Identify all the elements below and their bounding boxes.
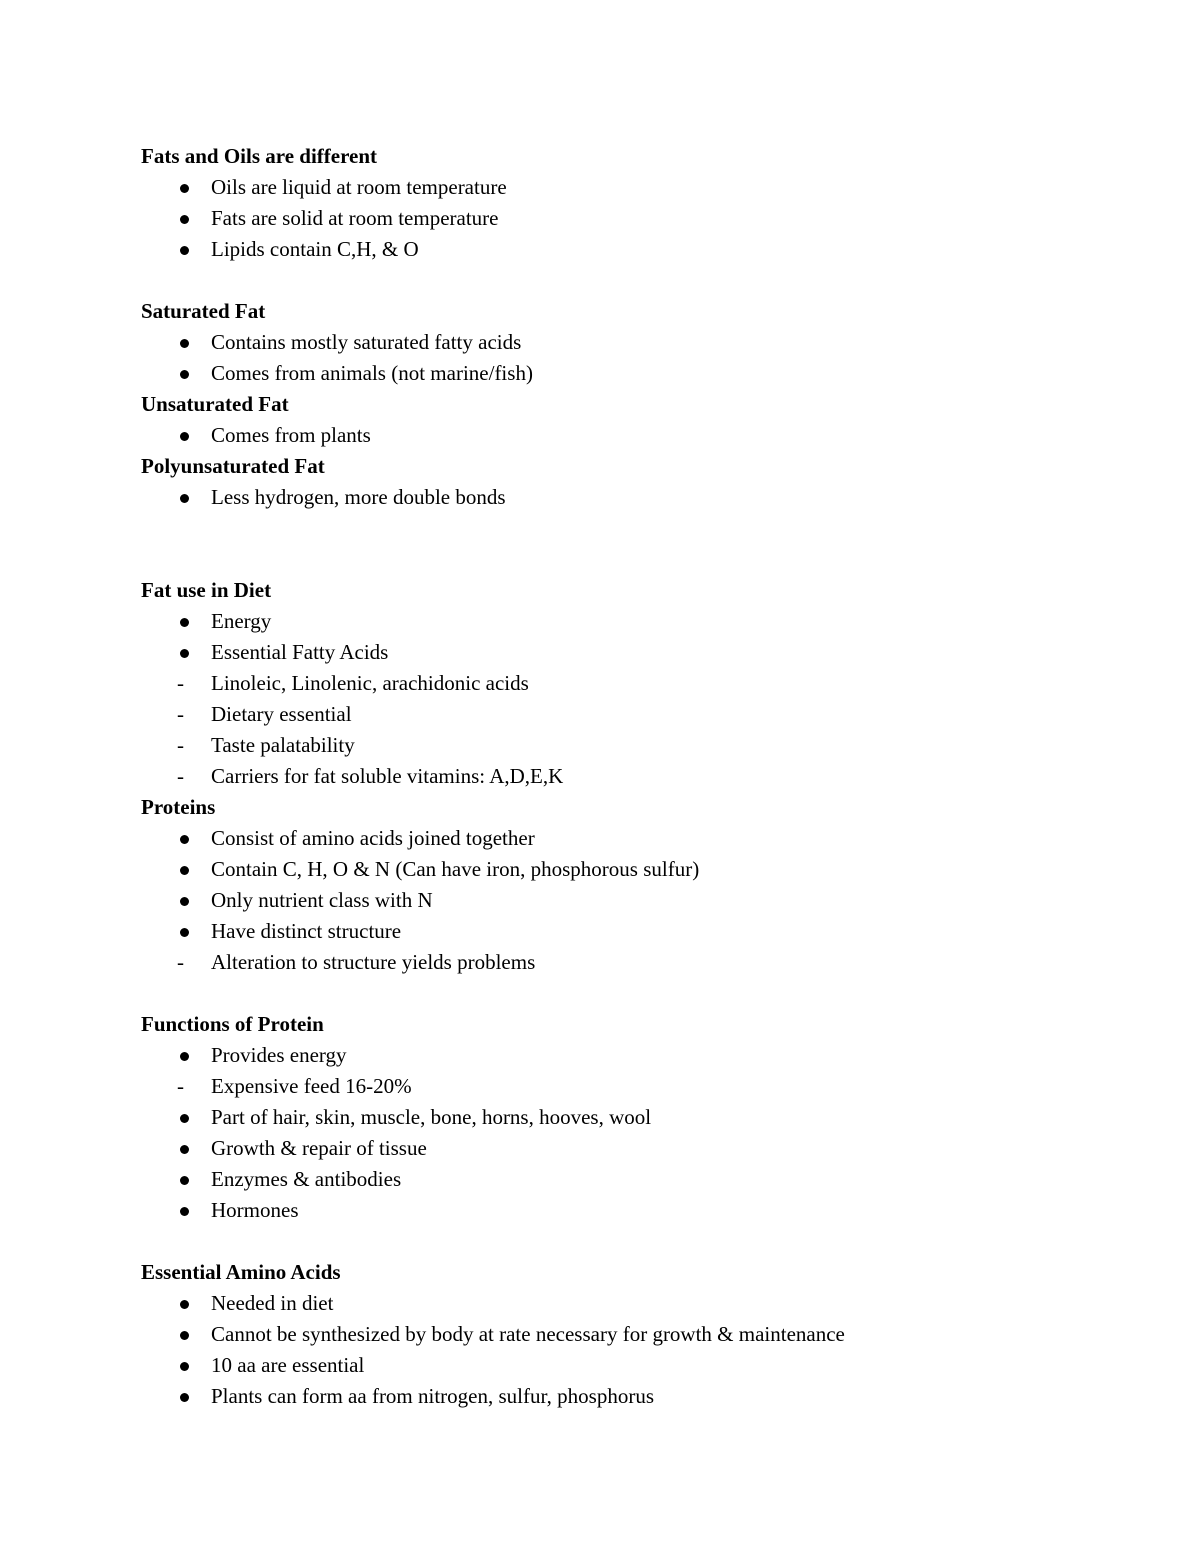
list-item: [141, 172, 1101, 203]
list-item: [141, 1319, 1101, 1350]
bullet-icon: [180, 1207, 189, 1216]
spacer: [141, 978, 1101, 1009]
list-item: [141, 1071, 1101, 1102]
dash-icon: -: [177, 950, 184, 974]
list-item: [141, 327, 1101, 358]
list-item-text: Needed in diet: [211, 1291, 334, 1315]
list-item-text: 10 aa are essential: [211, 1353, 365, 1377]
dash-icon: -: [177, 702, 184, 726]
list-item-text: Part of hair, skin, muscle, bone, horns, hooves, wool: [211, 1105, 652, 1129]
list-item-text: Expensive feed 16-20%: [211, 1074, 412, 1098]
list-item-text: Linoleic, Linolenic, arachidonic acids: [211, 671, 529, 695]
bullet-icon: [180, 370, 189, 379]
list-item: [141, 1102, 1101, 1133]
bullet-icon: [180, 835, 189, 844]
list-item-text: Lipids contain C,H, & O: [211, 237, 419, 261]
list-item-text: Contain C, H, O & N (Can have iron, phosphorous sulfur): [211, 857, 700, 881]
dash-icon: -: [177, 671, 184, 695]
list-item: [141, 1164, 1101, 1195]
list-item: [141, 420, 1101, 451]
section-heading-essential-amino-acids: Essential Amino Acids: [141, 1260, 341, 1284]
list-item: [141, 1350, 1101, 1381]
list-item-text: Only nutrient class with N: [211, 888, 433, 912]
list-item-text: Taste palatability: [211, 733, 355, 757]
dash-icon: -: [177, 733, 184, 757]
list-item: [141, 885, 1101, 916]
list-item-text: Consist of amino acids joined together: [211, 826, 535, 850]
list-item: [141, 761, 1101, 792]
list-item: [141, 1133, 1101, 1164]
list-item-text: Enzymes & antibodies: [211, 1167, 402, 1191]
dash-icon: -: [177, 764, 184, 788]
list-item: [141, 358, 1101, 389]
section-heading-fat-use-in-diet: Fat use in Diet: [141, 578, 272, 602]
list-item-text: Provides energy: [211, 1043, 347, 1067]
list-item-text: Contains mostly saturated fatty acids: [211, 330, 522, 354]
bullet-icon: [180, 215, 189, 224]
bullet-icon: [180, 1114, 189, 1123]
bullet-icon: [180, 897, 189, 906]
list-item: [141, 606, 1101, 637]
section-heading-unsaturated-fat: Unsaturated Fat: [141, 392, 289, 416]
section-heading-polyunsaturated-fat: Polyunsaturated Fat: [141, 454, 325, 478]
bullet-icon: [180, 1176, 189, 1185]
list-item: [141, 1288, 1101, 1319]
list-item-text: Hormones: [211, 1198, 299, 1222]
bullet-icon: [180, 928, 189, 937]
list-item-text: Fats are solid at room temperature: [211, 206, 499, 230]
list-item-text: Alteration to structure yields problems: [211, 950, 536, 974]
list-item: [141, 699, 1101, 730]
section-heading-functions-of-protein: Functions of Protein: [141, 1012, 324, 1036]
bullet-icon: [180, 1362, 189, 1371]
list-item: [141, 823, 1101, 854]
list-item-text: Growth & repair of tissue: [211, 1136, 427, 1160]
list-item-text: Comes from animals (not marine/fish): [211, 361, 533, 385]
list-item: [141, 482, 1101, 513]
bullet-icon: [180, 246, 189, 255]
spacer: [141, 265, 1101, 296]
bullet-icon: [180, 649, 189, 658]
bullet-icon: [180, 339, 189, 348]
list-item-text: Carriers for fat soluble vitamins: A,D,E,K: [211, 764, 564, 788]
bullet-icon: [180, 866, 189, 875]
list-item: [141, 637, 1101, 668]
list-item-text: Plants can form aa from nitrogen, sulfur, phosphorus: [211, 1384, 654, 1408]
bullet-icon: [180, 1145, 189, 1154]
bullet-icon: [180, 618, 189, 627]
bullet-icon: [180, 494, 189, 503]
list-item-text: Comes from plants: [211, 423, 371, 447]
spacer: [141, 1226, 1101, 1257]
list-item: [141, 1040, 1101, 1071]
bullet-icon: [180, 1052, 189, 1061]
list-item: [141, 916, 1101, 947]
section-heading-saturated-fat: Saturated Fat: [141, 299, 266, 323]
list-item: [141, 668, 1101, 699]
list-item: [141, 730, 1101, 761]
list-item-text: Energy: [211, 609, 272, 633]
bullet-icon: [180, 1300, 189, 1309]
list-item-text: Have distinct structure: [211, 919, 402, 943]
list-item: [141, 203, 1101, 234]
list-item: [141, 947, 1101, 978]
spacer: [141, 513, 1101, 575]
section-heading-proteins: Proteins: [141, 795, 216, 819]
bullet-icon: [180, 432, 189, 441]
dash-icon: -: [177, 1074, 184, 1098]
bullet-icon: [180, 1393, 189, 1402]
list-item-text: Cannot be synthesized by body at rate necessary for growth & maintenance: [211, 1322, 845, 1346]
section-heading-fats-and-oils: Fats and Oils are different: [141, 144, 378, 168]
list-item-text: Dietary essential: [211, 702, 352, 726]
list-item: [141, 1195, 1101, 1226]
list-item-text: Oils are liquid at room temperature: [211, 175, 507, 199]
list-item: [141, 234, 1101, 265]
bullet-icon: [180, 184, 189, 193]
bullet-icon: [180, 1331, 189, 1340]
list-item: [141, 854, 1101, 885]
list-item: [141, 1381, 1101, 1412]
list-item-text: Essential Fatty Acids: [211, 640, 389, 664]
notes-body: [141, 141, 1101, 1412]
list-item-text: Less hydrogen, more double bonds: [211, 485, 506, 509]
